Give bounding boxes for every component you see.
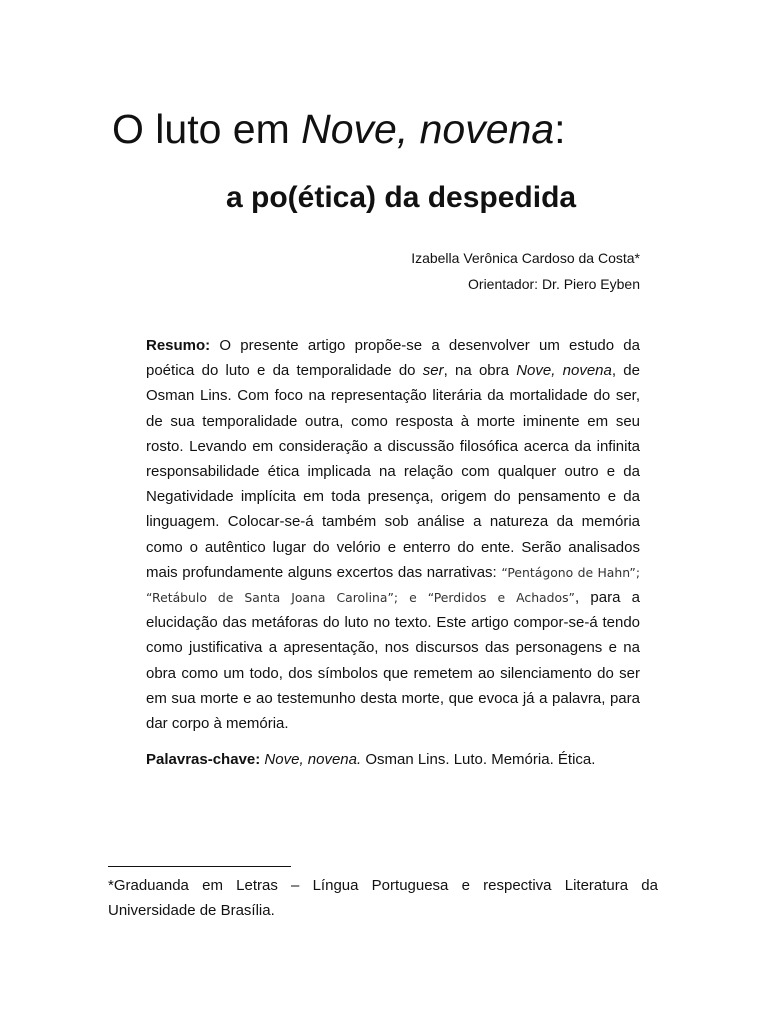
article-title [112, 103, 566, 155]
keywords-label: Palavras-chave: [146, 751, 261, 768]
author-name: Izabella Verônica Cardoso da Costa* [411, 250, 640, 266]
title-text: O luto em [112, 106, 302, 152]
keywords-list: Osman Lins. Luto. Memória. Ética. [361, 751, 596, 768]
abstract-narratives-list: “Pentágono de Hahn”; “Retábulo de Santa Joana Carolina”; e “Perdidos e Achados” [146, 564, 640, 606]
abstract-italic-ser: ser [422, 362, 444, 380]
abstract-text: , de Osman Lins. Com foco na representação literária da mortalidade do ser, de sua temporalidade outra, como resposta à morte iminente em seu rosto. Levando em consideração a discussão filosófica acerca da infinita responsabilidade ética implicada na relação com qualquer outro e da Negatividade implícita em toda presença, origem do pensamento e da linguagem. Colocar-se-á também sob análise a natureza da memória como o autêntico lugar do velório e enterro do ente. Serão analisados mais profundamente alguns excertos das narrativas: [146, 362, 640, 581]
abstract-text: , na obra [443, 362, 517, 380]
keywords-italic: Nove, novena. [264, 751, 362, 768]
footnote: *Graduanda em Letras – Língua Portuguesa e respectiva Literatura da Universidade de Brasília. [108, 877, 658, 919]
abstract-text: , para a elucidação das metáforas do luto no texto. Este artigo compor-se-á tendo como justificativa a apresentação, nos discursos das personagens e na obra como um todo, dos símbolos que remetem ao silenciamento do ser em sua morte e ao testemunho desta morte, que evoca já a palavra, para dar corpo à memória. [146, 589, 641, 733]
advisor-name: Orientador: Dr. Piero Eyben [468, 276, 640, 292]
keywords [146, 747, 595, 772]
abstract-label: Resumo: [146, 337, 211, 354]
title-colon: : [554, 106, 566, 152]
article-subtitle: a po(ética) da despedida [226, 181, 577, 214]
abstract [146, 333, 640, 736]
abstract-italic-work: Nove, novena [516, 362, 612, 380]
title-work-name: Nove, novena [301, 106, 555, 152]
footnote-divider [108, 866, 291, 867]
abstract-text: O presente artigo propõe-se a desenvolver um estudo da poética do luto e da temporalidade do [146, 337, 640, 380]
